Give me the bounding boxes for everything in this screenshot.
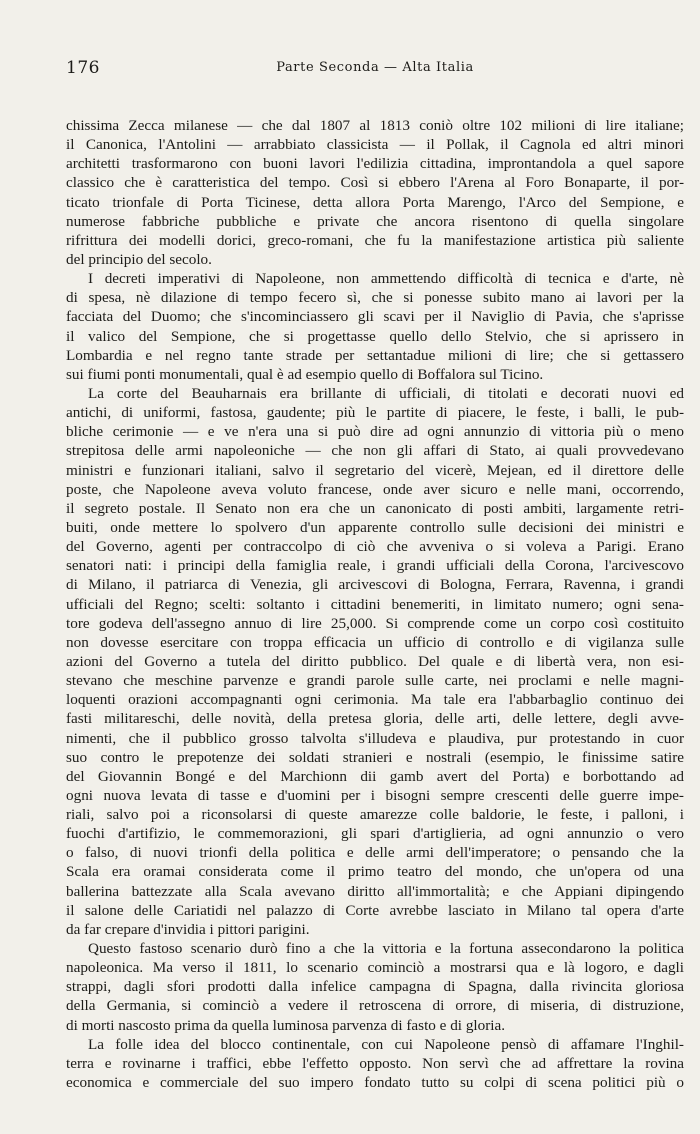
text-line: del Governo, agenti per contraccolpo di ciò che avveniva o si voleva a Parigi. Erano [66, 538, 684, 556]
text-line: fasti militareschi, delle novità, della pretesa gloria, delle arti, delle lettere, degli avve- [66, 710, 684, 728]
text-line: Questo fastoso scenario durò fino a che la vittoria e la fortuna assecondarono la politica [88, 940, 684, 958]
text-line: non dovesse esercitare con troppa efficacia un ufficio di controllo e di vigilanza sulle [66, 633, 684, 651]
text-line: chissima Zecca milanese — che dal 1807 al 1813 coniò oltre 102 milioni di lire italiane; [66, 117, 684, 134]
text-line: terra e rovinarne i traffici, ebbe l'effetto opposto. Non servì che ad affrettare la rovina [66, 1054, 684, 1072]
paragraph [66, 384, 684, 939]
text-line: architetti trasformarono con buoni lavori l'edilizia cittadina, improntandola a quel sapore [66, 155, 684, 173]
text-line: suo contro le prepotenze dei soldati stranieri e nostrali (esempio, le finissime satire [66, 748, 684, 766]
text-line: buiti, onde mettere lo spolvero d'un apparente controllo sulle decisioni dei ministri e [66, 518, 684, 536]
text-line: antichi, di uniformi, fastosa, gaudente; più le partite di piacere, le feste, i balli, le pub- [66, 404, 684, 422]
text-line: il segreto postale. Il Senato non era che un canonicato di posti ambiti, largamente retri- [66, 499, 684, 517]
text-line: di Milano, il patriarca di Venezia, gli arcivescovi di Bologna, Ferrara, Ravenna, i grandi [66, 576, 684, 594]
text-line: facciata del Duomo; che s'incominciassero gli scavi per il Naviglio di Pavia, che s'aprisse [66, 308, 684, 326]
text-line: ufficiali del Regno; scelti: soltanto i cittadini benemeriti, in limitato numero; ogni sena- [66, 595, 684, 613]
text-line: da far crepare d'invidia i pittori parigini. [66, 920, 310, 938]
text-line: numerose fabbriche pubbliche e private che ancora risentono di quella singolare [66, 212, 684, 230]
text-line: riali, salvo poi a riconsolarsi di queste amarezze colle baldorie, le feste, i palloni, i [66, 806, 684, 824]
text-line: o falso, di nuovi trionfi della politica e delle armi dell'imperatore; o pensando che la [66, 844, 684, 862]
text-line: ministri e funzionari italiani, salvo il segretario del vicerè, Mejean, ed il direttore delle [66, 461, 684, 479]
page-header [66, 58, 684, 84]
text-line: tore godeva dell'assegno annuo di lire 25,000. Si comprende come un corpo così costituito [66, 614, 684, 632]
text-line: del principio del secolo. [66, 250, 212, 268]
text-line: economica e commerciale del suo impero fondato tutto su colpi di scena politici più o [66, 1074, 684, 1092]
text-line: stevano che meschine parvenze e grandi parole sulle carte, nei proclami e nelle magni- [66, 672, 684, 690]
text-line: ticato trionfale di Porta Ticinese, detta allora Porta Marengo, l'Arco del Sempione, e [66, 193, 684, 211]
text-line: di morti nascosto prima da quella luminosa parvenza di fasto e di gloria. [66, 1016, 506, 1034]
text-line: senatori nati: i principi della famiglia reale, i grandi ufficiali della Corona, l'arcivescovo [66, 557, 684, 575]
text-line: ogni nuova levata di tasse e d'uomini per i bisogni sempre crescenti delle guerre impe- [66, 786, 684, 804]
paragraph [66, 939, 684, 1035]
text-line: sui fiumi ponti monumentali, qual è ad esempio quello di Boffalora sul Ticino. [66, 365, 544, 383]
text-line: nimenti, che il pubblico grosso talvolta s'illudeva e plaudiva, pur protestando in cuor [66, 729, 684, 747]
text-line: Lombardia e nel regno tante strade per settantadue milioni di lire; che si gettassero [66, 346, 684, 364]
text-line: della Germania, si cominciò a vedere il retroscena di orrore, di miseria, di distruzione, [66, 997, 684, 1015]
text-line: poste, che Napoleone aveva voluto francese, onde aver sicuro e nelle mani, occorrendo, [66, 480, 684, 498]
paragraph [66, 269, 684, 384]
text-line: Scala era oramai considerata come il primo teatro del mondo, che un'opera od una [66, 863, 684, 881]
text-line: loquenti orazioni accompagnanti ogni cerimonia. Ma tale era l'abbarbaglio continuo dei [66, 691, 684, 709]
text-line: il Canonica, l'Antolini — arrabbiato classicista — il Pollak, il Cagnola ed altri minori [66, 136, 684, 154]
text-line: il salone delle Cariatidi nel palazzo di Corte avrebbe lasciato in Milano tal opera d'arte [66, 901, 684, 919]
text-line: La corte del Beauharnais era brillante di ufficiali, di titolati e decorati nuovi ed [88, 384, 684, 402]
text-line: napoleonica. Ma verso il 1811, lo scenario cominciò a mostrarsi qua e là logoro, e dagli [66, 959, 684, 977]
text-line: del Giovannin Bongé e del Marchionn dii gamb avert del Porta) e borbottando ad [66, 767, 684, 785]
text-line: rifrittura dei modelli dorici, greco-romani, che fu la manifestazione artistica più saliente [66, 231, 684, 249]
text-line: ballerina battezzate alla Scala avevano diritto all'immortalità; e che Appiani dipingendo [66, 882, 684, 900]
text-line: strappi, dagli sfori prodotti dalla infelice campagna di Spagna, dalla rivincita gloriosa [66, 978, 684, 996]
text-line: bliche cerimonie — e ve n'era una si può dire ad ogni annunzio di vittoria più o meno [66, 423, 684, 441]
text-line: strepitosa delle armi napoleoniche — che non gli affari di Stato, ai quali provvedevano [66, 442, 684, 460]
text-line: di spesa, nè dilazione di tempo fecero sì, che si ponesse subito mano ai lavori per la [66, 289, 684, 307]
text-line: I decreti imperativi di Napoleone, non ammettendo difficoltà di tecnica e d'arte, nè [88, 270, 684, 288]
text-line: classico che è caratteristica del tempo. Così si ebbero l'Arena al Foro Bonaparte, il por- [66, 174, 684, 192]
page-number: 176 [66, 58, 100, 78]
text-line: azioni del Governo a tutela del diritto pubblico. Del quale e di libertà vera, non esi- [66, 652, 684, 670]
body-text [66, 116, 684, 1092]
text-line: La folle idea del blocco continentale, con cui Napoleone pensò di affamare l'Inghil- [88, 1035, 684, 1053]
text-line: il valico del Sempione, che si progettasse quello dello Stelvio, che si aprissero in [66, 327, 684, 345]
paragraph [66, 116, 684, 269]
paragraph [66, 1035, 684, 1092]
running-head: Parte Seconda — Alta Italia [276, 60, 474, 75]
text-line: fuochi d'artifizio, le commemorazioni, gli spari d'artiglieria, ad ogni annunzio o vero [66, 825, 684, 843]
